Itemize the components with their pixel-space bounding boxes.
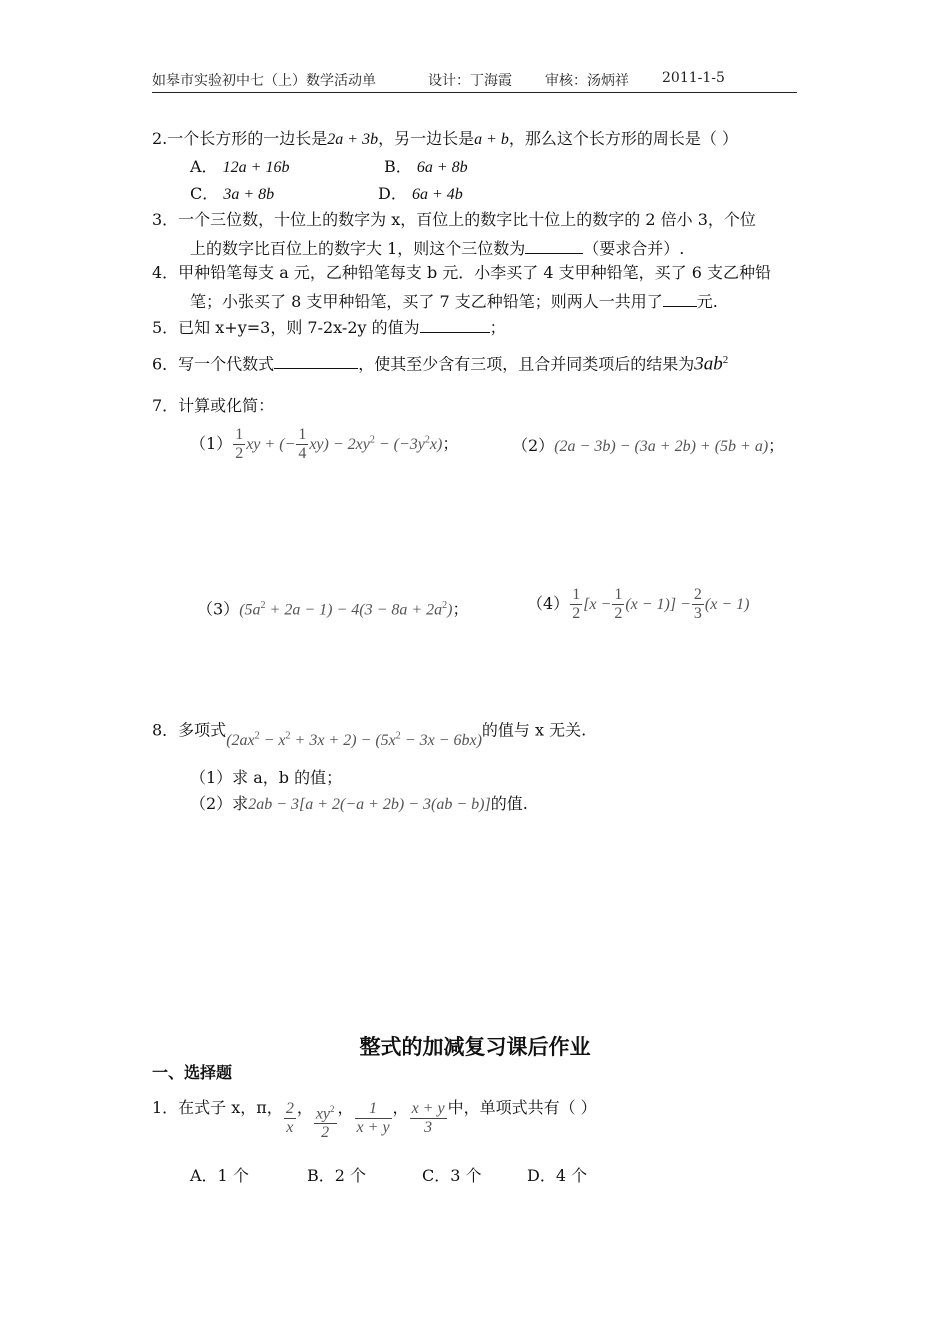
numerator: 1 — [572, 586, 581, 603]
denominator: 3 — [693, 605, 702, 622]
q2-expr-1: 2a + 3b — [327, 131, 379, 148]
question-2 — [152, 129, 738, 150]
part-end: ； — [452, 599, 469, 619]
denominator: x — [286, 1119, 294, 1136]
fraction — [692, 586, 704, 623]
q2-option-a — [190, 157, 289, 178]
option-expr: 6a + 4b — [411, 186, 463, 203]
exponent: 2 — [330, 1104, 335, 1114]
q7-part-1 — [190, 426, 458, 463]
expr-part: (5a — [239, 601, 261, 619]
option-label: B． — [384, 157, 412, 176]
question-5 — [152, 316, 506, 338]
q6-answer-blank[interactable] — [274, 352, 358, 369]
separator: ， — [392, 1098, 409, 1117]
denominator: 2 — [321, 1124, 330, 1142]
q8-text-1: 8．多项式 — [152, 720, 227, 740]
hw-q1-text: 1．在式子 x，π， — [152, 1098, 283, 1117]
expr-part: − (−3y — [374, 436, 425, 453]
header-reviewer: 审核：汤炳祥 — [545, 73, 629, 89]
part-label: （4） — [527, 594, 570, 613]
homework-q1 — [152, 1098, 597, 1142]
denominator: 2 — [235, 445, 244, 462]
separator: ， — [337, 1098, 354, 1117]
hw-q1-option-b: B．2 个 — [307, 1166, 367, 1185]
fraction — [296, 426, 308, 463]
exponent: 2 — [395, 731, 401, 742]
section-heading: 一、选择题 — [152, 1063, 233, 1082]
expr-part: xy) − 2xy — [309, 436, 370, 453]
q8-sub-1: （1）求 a，b 的值； — [190, 768, 343, 787]
numerator: x + y — [411, 1100, 445, 1117]
q7-title: 7．计算或化简： — [152, 396, 275, 415]
fraction — [570, 586, 582, 623]
option-label: D． — [378, 184, 407, 203]
q8-text-2: 的值与 x 无关. — [481, 720, 587, 740]
q3-line-1: 3．一个三位数，十位上的数字为 x，百位上的数字比十位上的数字的 2 倍小 3，个位 — [152, 210, 756, 229]
q3-line-2 — [190, 237, 684, 259]
q8-sub2-text: （2）求 — [190, 794, 249, 813]
numerator: 2 — [285, 1100, 294, 1117]
expr-part: (x − 1)] − — [625, 596, 691, 613]
denominator: 4 — [298, 445, 307, 462]
q2-text-2: ，另一边长是 — [378, 129, 475, 148]
option-label: C． — [190, 184, 219, 203]
option-expr: 6a + 8b — [416, 159, 468, 176]
hw-q1-text-end: 中，单项式共有（ ） — [447, 1098, 597, 1117]
expr-part: ) — [447, 601, 453, 619]
header-date: 2011-1-5 — [662, 70, 725, 86]
part-label: （1） — [190, 434, 233, 453]
q8-sub2-expr: 2ab − 3[a + 2(−a + 2b) − 3(ab − b)] — [248, 796, 491, 813]
fraction — [233, 426, 245, 463]
q5-answer-blank[interactable] — [420, 316, 490, 333]
expr-part: [x − — [583, 596, 612, 613]
numerator: 1 — [298, 426, 307, 443]
expr-part: − 3x − 6bx) — [400, 732, 482, 750]
q6-text-2: ，使其至少含有三项，且合并同类项后的结果为 — [358, 354, 695, 374]
q2-option-b — [384, 157, 468, 178]
q4-text-end: 元. — [696, 292, 718, 311]
q4-line-1: 4．甲种铅笔每支 a 元，乙种铅笔每支 b 元．小李买了 4 支甲种铅笔，买了 6 支乙种铅 — [152, 263, 772, 282]
q8-polynomial — [226, 730, 482, 749]
q4-line-2 — [190, 290, 718, 312]
numerator-text: xy — [315, 1105, 331, 1123]
hw-q1-option-c: C．3 个 — [422, 1166, 482, 1185]
part-label: （2） — [512, 436, 555, 455]
part-end: ； — [768, 436, 785, 455]
hw-q1-option-a: A．1 个 — [190, 1166, 249, 1185]
expr-part: x) — [429, 436, 443, 453]
q3-text: 上的数字比百位上的数字大 1，则这个三位数为 — [190, 239, 526, 258]
numerator: 1 — [614, 586, 623, 603]
q7-part-4 — [527, 586, 749, 623]
exponent: 2 — [260, 600, 266, 611]
exponent: 2 — [424, 434, 430, 446]
q6-text-1: 6．写一个代数式 — [152, 354, 275, 374]
expr-part: (2a − 3b) − (3a + 2b) + (5b + a) — [554, 438, 769, 455]
q5-text: 5．已知 x+y=3，则 7-2x-2y 的值为 — [152, 318, 420, 337]
exponent: 2 — [254, 731, 260, 742]
denominator: 3 — [424, 1119, 433, 1136]
q8-sub2-end: 的值. — [490, 794, 528, 813]
q2-option-d — [378, 184, 463, 205]
header-school: 如皋市实验初中七（上）数学活动单 — [152, 73, 376, 89]
fraction — [284, 1100, 296, 1137]
numerator — [314, 1100, 337, 1124]
header-designer: 设计：丁海霞 — [428, 73, 512, 89]
q7-part-3 — [197, 596, 469, 620]
q4-text: 笔；小张买了 8 支甲种铅笔，买了 7 支乙种铅笔；则两人一共用了 — [190, 292, 663, 311]
q3-answer-blank[interactable] — [525, 237, 583, 254]
q2-number: 2. — [152, 129, 168, 148]
exponent: 2 — [442, 600, 448, 611]
numerator: 1 — [355, 1100, 392, 1119]
q2-option-c — [190, 184, 274, 205]
q8-sub-2 — [190, 794, 528, 815]
fraction — [410, 1100, 447, 1137]
denominator: 2 — [572, 605, 581, 622]
q2-text-3: ，那么这个长方形的周长是（ ） — [508, 129, 738, 148]
expr-part: (x − 1) — [704, 596, 750, 613]
denominator: x + y — [356, 1119, 390, 1136]
header-rule — [152, 92, 797, 93]
option-expr: 3a + 8b — [223, 186, 275, 203]
q3-text-end: （要求合并）. — [583, 239, 685, 258]
q4-answer-blank[interactable] — [663, 290, 697, 307]
fraction — [612, 586, 624, 623]
denominator: 2 — [614, 605, 623, 622]
hw-q1-option-d: D．4 个 — [527, 1166, 588, 1185]
exponent: 2 — [285, 731, 291, 742]
part-end: ； — [442, 434, 459, 453]
part-label: （3） — [197, 599, 240, 619]
question-8 — [152, 717, 587, 750]
exponent: 2 — [369, 434, 375, 446]
expr-part: − x — [259, 732, 286, 750]
numerator: 1 — [235, 426, 244, 443]
fraction — [355, 1100, 392, 1137]
option-label: A． — [190, 157, 218, 176]
q5-text-end: ； — [489, 318, 506, 337]
option-expr: 12a + 16b — [222, 159, 290, 176]
expr-part: + 3x + 2) − (5x — [290, 732, 396, 750]
expr-part: + 2a − 1) − 4(3 − 8a + 2a — [265, 601, 443, 619]
question-6 — [152, 350, 728, 374]
q2-expr-2: a + b — [474, 131, 509, 148]
q7-part-2 — [512, 436, 784, 457]
expr-part: xy + (− — [246, 436, 296, 453]
q2-text-1: 一个长方形的一边长是 — [167, 129, 328, 148]
fraction — [314, 1100, 337, 1142]
expr-part: (2ax — [226, 732, 255, 750]
numerator: 2 — [693, 586, 702, 603]
separator: ， — [296, 1098, 313, 1117]
q6-expr: 3ab — [694, 353, 723, 375]
q6-exponent: 2 — [722, 354, 729, 366]
homework-title: 整式的加减复习课后作业 — [359, 1035, 591, 1059]
